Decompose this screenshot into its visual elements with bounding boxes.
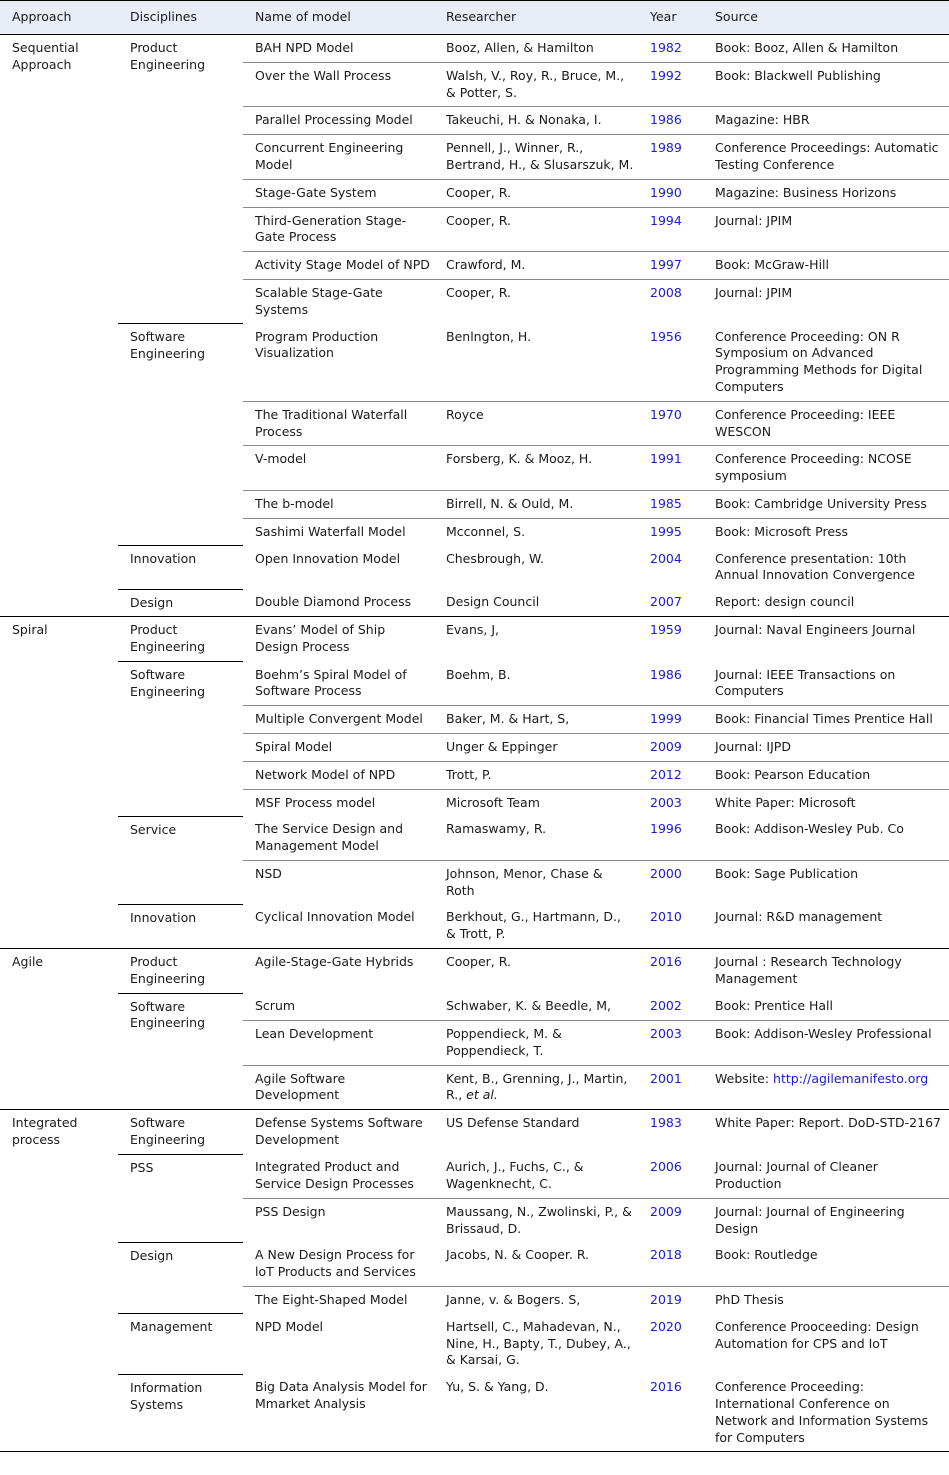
year-cell: 2016 (638, 1374, 703, 1452)
discipline-cell: Product Engineering (118, 949, 243, 994)
model-name-cell: Open Innovation Model (255, 550, 401, 566)
discipline-cell: Service (118, 816, 243, 904)
source-cell: Journal : Research Technology Management (703, 949, 949, 994)
table-row (0, 35, 949, 63)
model-name-cell: Parallel Processing Model (243, 107, 434, 135)
source-cell: White Paper: Report. DoD-STD-2167 (703, 1110, 949, 1155)
table-row (0, 546, 949, 590)
year-cell: 2010 (650, 909, 682, 925)
source-cell (703, 1065, 949, 1110)
model-name-cell: NPD Model (255, 1318, 324, 1334)
table-row (0, 662, 949, 706)
year-cell: 2009 (638, 1198, 703, 1242)
approach-cell: Integrated process (0, 1110, 118, 1452)
model-name-cell: Over the Wall Process (243, 62, 434, 107)
model-name-cell: Spiral Model (243, 733, 434, 761)
researcher-cell: Evans, J, (434, 617, 638, 662)
year-cell: 2000 (638, 860, 703, 904)
source-cell: Book: Sage Publication (703, 860, 949, 904)
model-name-cell: Scrum (255, 998, 296, 1014)
model-name-cell: The b-model (243, 490, 434, 518)
header-approach: Approach (0, 1, 118, 35)
table-row (0, 816, 949, 860)
researcher-cell: Walsh, V., Roy, R., Bruce, M., & Potter, S. (434, 62, 638, 107)
source-cell: Journal: JPIM (703, 207, 949, 252)
discipline-cell: PSS (118, 1154, 243, 1242)
source-cell: Book: Financial Times Prentice Hall (703, 706, 949, 734)
source-cell: Conference Proceeding: NCOSE symposium (703, 446, 949, 491)
year-cell: 1986 (638, 107, 703, 135)
researcher-cell: Pennell, J., Winner, R., Bertrand, H., & Slusarszuk, M. (434, 135, 638, 180)
source-cell: Conference Prooceeding: Design Automation for CPS and IoT (715, 1318, 919, 1351)
researcher-cell: Mcconnel, S. (434, 518, 638, 545)
header-row (0, 1, 949, 35)
table-row (0, 1110, 949, 1155)
discipline-cell: Design (118, 1242, 243, 1313)
model-name-cell: The Traditional Waterfall Process (243, 401, 434, 446)
researcher-etal: et al. (466, 1087, 498, 1103)
researcher-cell: Booz, Allen, & Hamilton (446, 40, 594, 55)
source-cell: Journal: JPIM (703, 279, 949, 323)
model-name-cell: Big Data Analysis Model for Mmarket Analysis (243, 1374, 434, 1452)
year-cell: 1985 (638, 490, 703, 518)
source-cell: Journal: IJPD (703, 733, 949, 761)
source-cell: Journal: Journal of Engineering Design (703, 1198, 949, 1242)
discipline-cell: Innovation (118, 546, 243, 590)
source-cell: Conference presentation: 10th Annual Innovation Convergence (715, 550, 915, 583)
model-name-cell: MSF Process model (243, 789, 434, 816)
model-name-cell: Double Diamond Process (255, 594, 412, 610)
source-cell: Book: Addison-Wesley Pub. Co (715, 821, 904, 837)
header-source: Source (703, 1, 949, 35)
year-cell: 2019 (638, 1287, 703, 1314)
year-cell: 1970 (638, 401, 703, 446)
researcher-cell: Ramaswamy, R. (446, 821, 547, 837)
model-name-cell: The Service Design and Management Model (255, 821, 404, 854)
researcher-cell: Berkhout, G., Hartmann, D., & Trott, P. (446, 909, 621, 942)
model-name-cell: Scalable Stage-Gate Systems (243, 279, 434, 323)
researcher-cell: Hartsell, C., Mahadevan, N., Nine, H., Bapty, T., Dubey, A., & Karsai, G. (446, 1318, 631, 1368)
model-name-cell: Agile Software Development (243, 1065, 434, 1110)
year-cell: 1995 (638, 518, 703, 545)
year-cell: 2009 (638, 733, 703, 761)
year-cell: 2004 (650, 550, 682, 566)
researcher-cell: Baker, M. & Hart, S, (434, 706, 638, 734)
year-cell: 2007 (650, 594, 682, 610)
researcher-cell: Yu, S. & Yang, D. (434, 1374, 638, 1452)
model-name-cell: Program Production Visualization (255, 328, 379, 361)
source-cell: Journal: Journal of Cleaner Production (715, 1159, 878, 1192)
year-cell: 1994 (638, 207, 703, 252)
model-name-cell: Network Model of NPD (243, 761, 434, 789)
source-cell: Journal: Naval Engineers Journal (703, 617, 949, 662)
researcher-cell: Benlngton, H. (446, 328, 532, 344)
researcher-cell: Birrell, N. & Ould, M. (434, 490, 638, 518)
model-name-cell: Cyclical Innovation Model (255, 909, 415, 925)
model-name-cell: Lean Development (243, 1020, 434, 1065)
header-researcher: Researcher (434, 1, 638, 35)
year-cell: 2012 (638, 761, 703, 789)
model-name-cell: Defense Systems Software Development (243, 1110, 434, 1155)
researcher-cell: Janne, v. & Bogers. S, (434, 1287, 638, 1314)
source-cell: Conference Proceeding: IEEE WESCON (703, 401, 949, 446)
researcher-cell: Design Council (446, 594, 540, 610)
table-row (0, 949, 949, 994)
model-name-cell: The Eight-Shaped Model (243, 1287, 434, 1314)
model-name-cell: Concurrent Engineering Model (243, 135, 434, 180)
table-row (0, 1154, 949, 1198)
source-cell: Magazine: HBR (703, 107, 949, 135)
table-row (0, 589, 949, 617)
researcher-cell: Crawford, M. (434, 252, 638, 280)
source-text: Website: (715, 1070, 770, 1086)
approach-cell: Sequential Approach (0, 35, 118, 617)
model-name-cell: NSD (243, 860, 434, 904)
model-name-cell: Agile-Stage-Gate Hybrids (243, 949, 434, 994)
year-cell: 2003 (638, 1020, 703, 1065)
researcher-text: Kent, B., Grenning, J., Martin, R., (446, 1070, 628, 1103)
year-cell: 2016 (638, 949, 703, 994)
discipline-cell: Design (118, 589, 243, 617)
table-row (0, 993, 949, 1020)
discipline-cell: Software Engineering (118, 324, 243, 546)
model-name-cell: Multiple Convergent Model (243, 706, 434, 734)
year-cell: 1997 (638, 252, 703, 280)
discipline-cell: Software Engineering (118, 1110, 243, 1155)
source-cell: PhD Thesis (703, 1287, 949, 1314)
researcher-cell: Schwaber, K. & Beedle, M, (446, 998, 611, 1014)
source-cell: Book: Blackwell Publishing (703, 62, 949, 107)
researcher-cell: Maussang, N., Zwolinski, P., & Brissaud, D. (434, 1198, 638, 1242)
discipline-cell: Product Engineering (118, 35, 243, 324)
source-cell: Book: Routledge (715, 1247, 818, 1263)
model-name-cell: Third-Generation Stage-Gate Process (243, 207, 434, 252)
source-cell: Book: Addison-Wesley Professional (703, 1020, 949, 1065)
researcher-cell: Takeuchi, H. & Nonaka, I. (434, 107, 638, 135)
source-cell: Conference Proceedings: Automatic Testing Conference (703, 135, 949, 180)
source-cell: Book: Pearson Education (703, 761, 949, 789)
header-year: Year (638, 1, 703, 35)
header-disciplines: Disciplines (118, 1, 243, 35)
approach-cell: Agile (0, 949, 118, 1110)
year-cell: 1996 (650, 821, 682, 837)
source-cell: White Paper: Microsoft (703, 789, 949, 816)
discipline-cell: Product Engineering (118, 617, 243, 662)
researcher-cell: Johnson, Menor, Chase & Roth (434, 860, 638, 904)
table-row (0, 1374, 949, 1452)
header-name-of-model: Name of model (243, 1, 434, 35)
year-cell: 2003 (638, 789, 703, 816)
source-cell: Book: McGraw-Hill (703, 252, 949, 280)
year-cell: 1956 (650, 328, 682, 344)
model-name-cell: Sashimi Waterfall Model (243, 518, 434, 545)
source-cell: Journal: R&D management (715, 909, 883, 925)
table-row (0, 617, 949, 662)
model-name-cell: Boehm’s Spiral Model of Software Process (255, 666, 407, 699)
year-cell: 1983 (638, 1110, 703, 1155)
year-cell: 1986 (650, 666, 682, 682)
year-cell: 2018 (650, 1247, 682, 1263)
source-cell: Conference Proceeding: International Conference on Network and Information Systems for Computers (703, 1374, 949, 1452)
year-cell: 1992 (638, 62, 703, 107)
model-name-cell: A New Design Process for loT Products and Services (255, 1247, 416, 1280)
source-cell: Conference Proceeding: ON R Symposium on Advanced Programming Methods for Digital Computers (715, 328, 923, 394)
researcher-cell: Poppendieck, M. & Poppendieck, T. (434, 1020, 638, 1065)
researcher-cell: Jacobs, N. & Cooper. R. (446, 1247, 590, 1263)
source-link[interactable]: http://agilemanifesto.org (773, 1070, 929, 1086)
source-cell: Journal: IEEE Transactions on Computers (715, 666, 896, 699)
approach-cell: Spiral (0, 617, 118, 949)
table-row (0, 904, 949, 948)
researcher-cell: Chesbrough, W. (446, 550, 544, 566)
researcher-cell: Boehm, B. (446, 666, 511, 682)
researcher-cell: Trott, P. (434, 761, 638, 789)
year-cell: 2002 (650, 998, 682, 1014)
researcher-cell: US Defense Standard (434, 1110, 638, 1155)
year-cell: 2020 (650, 1318, 682, 1334)
researcher-cell: Cooper, R. (434, 279, 638, 323)
model-name-cell: Activity Stage Model of NPD (243, 252, 434, 280)
model-name-cell: Integrated Product and Service Design Processes (255, 1159, 414, 1192)
discipline-cell: Information Systems (118, 1374, 243, 1452)
year-cell: 2001 (638, 1065, 703, 1110)
model-name-cell: V-model (243, 446, 434, 491)
researcher-cell: Cooper, R. (434, 207, 638, 252)
year-cell: 1959 (638, 617, 703, 662)
year-cell: 2008 (638, 279, 703, 323)
researcher-cell: Microsoft Team (434, 789, 638, 816)
table-row (0, 1314, 949, 1374)
year-cell: 1989 (638, 135, 703, 180)
researcher-cell: Aurich, J., Fuchs, C., & Wagenknecht, C. (446, 1159, 584, 1192)
researcher-cell: Cooper, R. (434, 949, 638, 994)
researcher-cell (434, 1065, 638, 1110)
discipline-cell: Management (118, 1314, 243, 1374)
discipline-cell: Software Engineering (118, 662, 243, 817)
researcher-cell: Cooper, R. (434, 179, 638, 207)
source-cell: Report: design council (715, 594, 855, 610)
model-name-cell: Stage-Gate System (243, 179, 434, 207)
year-cell: 1982 (650, 40, 682, 55)
year-cell: 2006 (650, 1159, 682, 1175)
source-cell: Book: Microsoft Press (703, 518, 949, 545)
table-row (0, 1242, 949, 1286)
year-cell: 1990 (638, 179, 703, 207)
source-cell: Book: Cambridge University Press (703, 490, 949, 518)
discipline-cell: Innovation (118, 904, 243, 948)
researcher-cell: Forsberg, K. & Mooz, H. (434, 446, 638, 491)
source-cell: Book: Prentice Hall (715, 998, 834, 1014)
source-cell: Magazine: Business Horizons (703, 179, 949, 207)
year-cell: 1991 (638, 446, 703, 491)
researcher-cell: Royce (434, 401, 638, 446)
model-name-cell: Evans’ Model of Ship Design Process (243, 617, 434, 662)
year-cell: 1999 (638, 706, 703, 734)
model-name-cell: PSS Design (243, 1198, 434, 1242)
researcher-cell: Unger & Eppinger (434, 733, 638, 761)
source-cell: Book: Booz, Allen & Hamilton (715, 40, 899, 55)
discipline-cell: Software Engineering (118, 993, 243, 1109)
table-row (0, 324, 949, 402)
model-name-cell: BAH NPD Model (255, 40, 354, 55)
